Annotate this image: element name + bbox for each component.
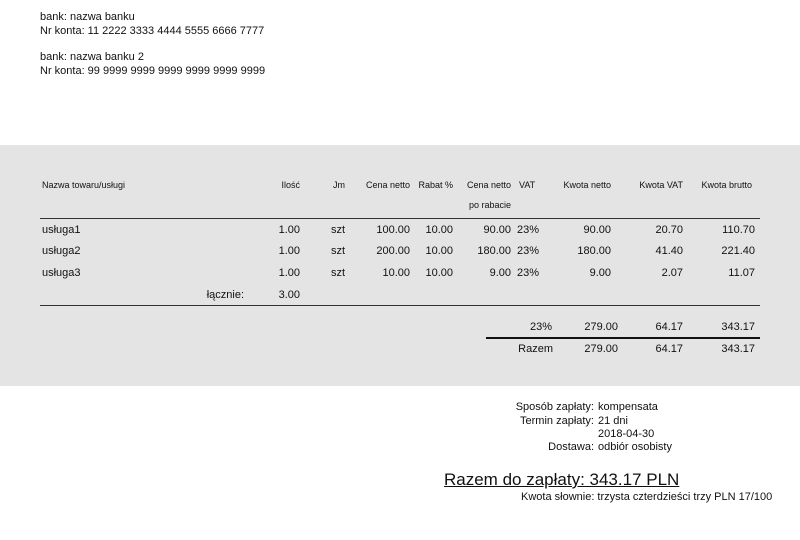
payment-method: kompensata xyxy=(598,401,658,413)
row-unit: szt xyxy=(331,224,346,236)
row-name: usługa1 xyxy=(42,224,81,236)
row-unit: szt xyxy=(331,267,346,279)
row-name: usługa3 xyxy=(42,267,81,279)
header-net-after-2: po rabacie xyxy=(468,200,511,210)
row-net-price: 100.00 xyxy=(376,224,410,236)
row-qty: 1.00 xyxy=(278,224,300,236)
row-discount: 10.00 xyxy=(425,224,453,236)
header-qty: Ilość xyxy=(281,180,300,190)
delivery: odbiór osobisty xyxy=(598,441,672,453)
bank-1-name: bank: nazwa banku xyxy=(40,11,135,23)
row-discount: 10.00 xyxy=(425,245,453,257)
row-net-after: 90.00 xyxy=(483,224,511,236)
header-name: Nazwa towaru/usługi xyxy=(42,180,126,190)
summary-divider xyxy=(486,337,760,339)
header-net-amount: Kwota netto xyxy=(563,180,611,190)
payment-date: 2018-04-30 xyxy=(598,428,655,440)
summary-net: 279.00 xyxy=(584,321,618,333)
payment-term-label: Termin zapłaty: xyxy=(520,415,594,427)
row-net-after: 9.00 xyxy=(489,267,511,279)
row-qty: 1.00 xyxy=(278,245,300,257)
table-bottom-divider xyxy=(40,305,760,306)
row-net-amount: 90.00 xyxy=(583,224,611,236)
row-qty: 1.00 xyxy=(278,267,300,279)
row-net-price: 10.00 xyxy=(382,267,410,279)
row-net-price: 200.00 xyxy=(376,245,410,257)
summary-vat: 64.17 xyxy=(655,321,683,333)
header-net-price: Cena netto xyxy=(365,180,410,190)
row-net-amount: 9.00 xyxy=(589,267,611,279)
row-gross-amount: 11.07 xyxy=(728,267,755,279)
row-vat: 23% xyxy=(517,267,540,279)
summary-total-vat: 64.17 xyxy=(655,343,683,355)
row-discount: 10.00 xyxy=(425,267,453,279)
row-vat-amount: 2.07 xyxy=(661,267,683,279)
header-gross-amount: Kwota brutto xyxy=(701,180,752,190)
bank-1-account: Nr konta: 11 2222 3333 4444 5555 6666 7777 xyxy=(40,25,265,37)
payment-term: 21 dni xyxy=(598,415,628,427)
total-qty-label: łącznie: xyxy=(206,289,244,301)
row-vat-amount: 41.40 xyxy=(655,245,683,257)
total-qty: 3.00 xyxy=(278,289,300,301)
header-discount: Rabat % xyxy=(418,180,453,190)
row-vat: 23% xyxy=(517,245,540,257)
row-unit: szt xyxy=(331,245,346,257)
summary-total-net: 279.00 xyxy=(584,343,618,355)
summary-total-label: Razem xyxy=(518,343,553,355)
row-gross-amount: 221.40 xyxy=(721,245,755,257)
summary-vat-rate: 23% xyxy=(529,321,552,333)
bank-2-account: Nr konta: 99 9999 9999 9999 9999 9999 9999 xyxy=(40,65,266,77)
row-vat: 23% xyxy=(517,224,540,236)
total-due: Razem do zapłaty: 343.17 PLN xyxy=(444,470,680,489)
header-divider xyxy=(40,218,760,219)
header-unit: Jm xyxy=(333,180,345,190)
row-net-after: 180.00 xyxy=(477,245,511,257)
payment-method-label: Sposób zapłaty: xyxy=(515,401,594,413)
summary-gross: 343.17 xyxy=(721,321,755,333)
row-gross-amount: 110.70 xyxy=(722,224,755,236)
bank-2-name: bank: nazwa banku 2 xyxy=(40,51,144,63)
delivery-label: Dostawa: xyxy=(548,441,594,453)
summary-total-gross: 343.17 xyxy=(721,343,755,355)
header-net-after-1: Cena netto xyxy=(466,180,511,190)
row-name: usługa2 xyxy=(42,245,81,257)
row-vat-amount: 20.70 xyxy=(655,224,683,236)
header-vat: VAT xyxy=(519,180,536,190)
amount-in-words: Kwota słownie: trzysta czterdzieści trzy PLN 17/100 xyxy=(521,491,773,503)
header-vat-amount: Kwota VAT xyxy=(639,180,683,190)
row-net-amount: 180.00 xyxy=(577,245,611,257)
